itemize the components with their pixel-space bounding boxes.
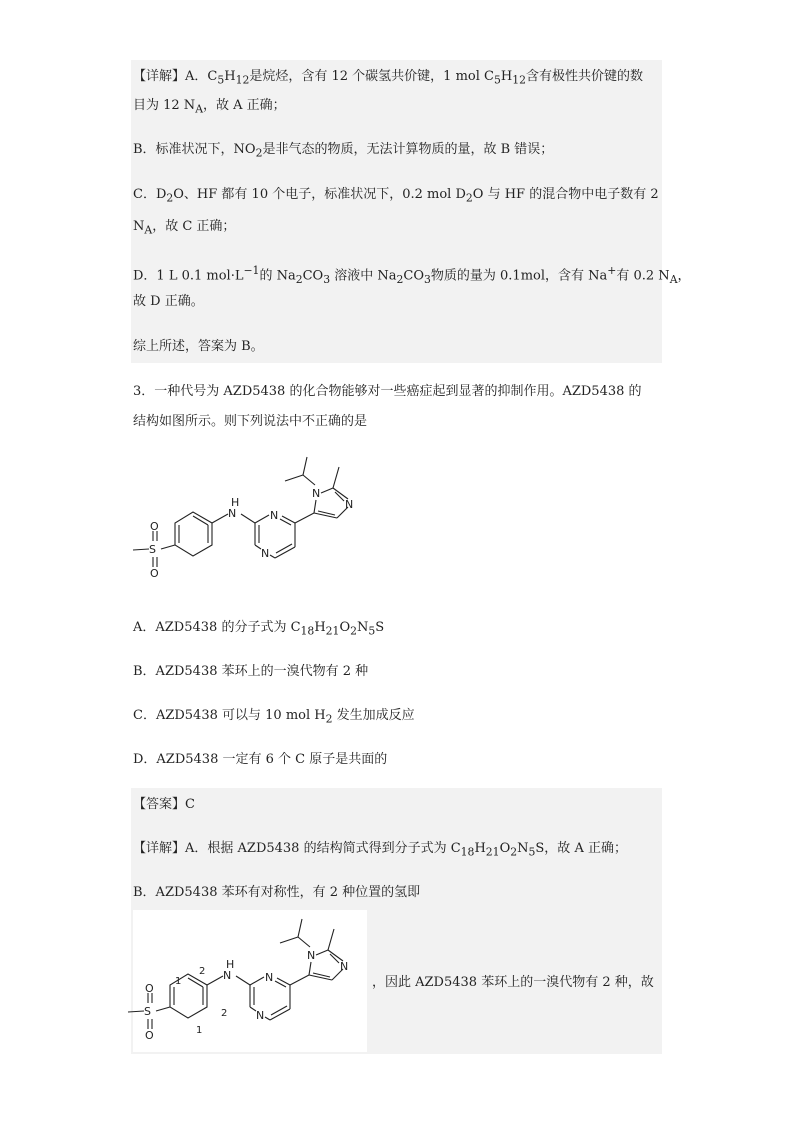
fig2-atom-pyr-n1-label: N: [265, 971, 274, 984]
atom-nh-n-label: N: [228, 507, 237, 520]
fig2-atom-o-top-label: O: [145, 982, 154, 995]
prev-detail-A-line2: 目为 12 $N_A$，故 A 正确；: [133, 98, 286, 116]
prev-detail-A-line1: 【详解】A．$C_5H_{12}$是烷烃，含有 12 个碳氢共价键，1 mol $C_5H_{12}$含有极性共价键的数: [133, 69, 643, 87]
question3-option-D: D．AZD5438 一定有 6 个 C 原子是共面的: [133, 752, 388, 767]
answer3-detail-B-continued: ，因此 AZD5438 苯环上的一溴代物有 2 种，故: [372, 975, 654, 990]
position-1-top-label: 1: [175, 976, 182, 987]
fig2-atom-s-label: S: [144, 1005, 151, 1018]
answer3-detail-B: B．AZD5438 苯环有对称性，有 2 种位置的氢即: [133, 885, 421, 900]
atom-nh-h-label: H: [231, 496, 240, 509]
question3-option-A: A．AZD5438 的分子式为 $C_{18}H_{21}O_2N_5S$: [133, 620, 385, 638]
atom-s-label: S: [149, 543, 156, 556]
question3-option-C: C．AZD5438 可以与 10 mol $H_2$ 发生加成反应: [133, 708, 415, 726]
atom-pyr-n1-label: N: [270, 509, 279, 522]
prev-detail-B: B．标准状况下，$NO_2$是非气态的物质，无法计算物质的量，故 B 错误；: [133, 142, 554, 160]
question3-stem-line1: 3．一种代号为 AZD5438 的化合物能够对一些癌症起到显著的抑制作用。AZD5438 的: [133, 384, 642, 399]
fig2-atom-imid-n3-label: N: [340, 960, 349, 973]
prev-detail-C-line2: $N_A$，故 C 正确；: [133, 219, 236, 237]
prev-detail-D-line2: 故 D 正确。: [133, 294, 204, 309]
fig2-atom-o-bottom-label: O: [145, 1029, 154, 1042]
atom-pyr-n2-label: N: [261, 547, 270, 560]
atom-imid-n1-label: N: [312, 487, 321, 500]
answer3-detail-A: 【详解】A．根据 AZD5438 的结构简式得到分子式为 $C_{18}H_{21}O_2N_5S$，故 A 正确；: [133, 841, 627, 859]
question3-stem-line2: 结构如图所示。则下列说法中不正确的是: [133, 414, 368, 429]
atom-o-top-label: O: [150, 520, 159, 533]
fig2-atom-imid-n1-label: N: [307, 949, 316, 962]
azd5438-numbered-structure-figure: [120, 912, 380, 1052]
position-1-bottom-label: 1: [196, 1025, 203, 1036]
position-2-bottom-label: 2: [221, 1008, 228, 1019]
fig2-atom-pyr-n2-label: N: [256, 1009, 265, 1022]
prev-detail-C-line1: C．$D_2O$、HF 都有 10 个电子，标准状况下，0.2 mol $D_2O$ 与 HF 的混合物中电子数有 2: [133, 187, 659, 205]
atom-o-bottom-label: O: [150, 567, 159, 580]
position-2-top-label: 2: [199, 966, 206, 977]
answer3-answer: 【答案】C: [133, 797, 195, 812]
prev-summary: 综上所述，答案为 B。: [133, 339, 264, 354]
prev-detail-D-line1: D．1 L 0.1 $mol\cdot L^{-1}$的 $Na_2CO_3$ 溶液中 $Na_2CO_3$物质的量为 0.1mol，含有 Na+有 0.2 $N_A$，: [133, 264, 691, 286]
azd5438-structure-figure: [125, 445, 385, 595]
fig2-atom-nh-n-label: N: [223, 969, 232, 982]
question3-option-B: B．AZD5438 苯环上的一溴代物有 2 种: [133, 664, 369, 679]
atom-imid-n3-label: N: [345, 498, 354, 511]
fig2-atom-nh-h-label: H: [226, 958, 235, 971]
